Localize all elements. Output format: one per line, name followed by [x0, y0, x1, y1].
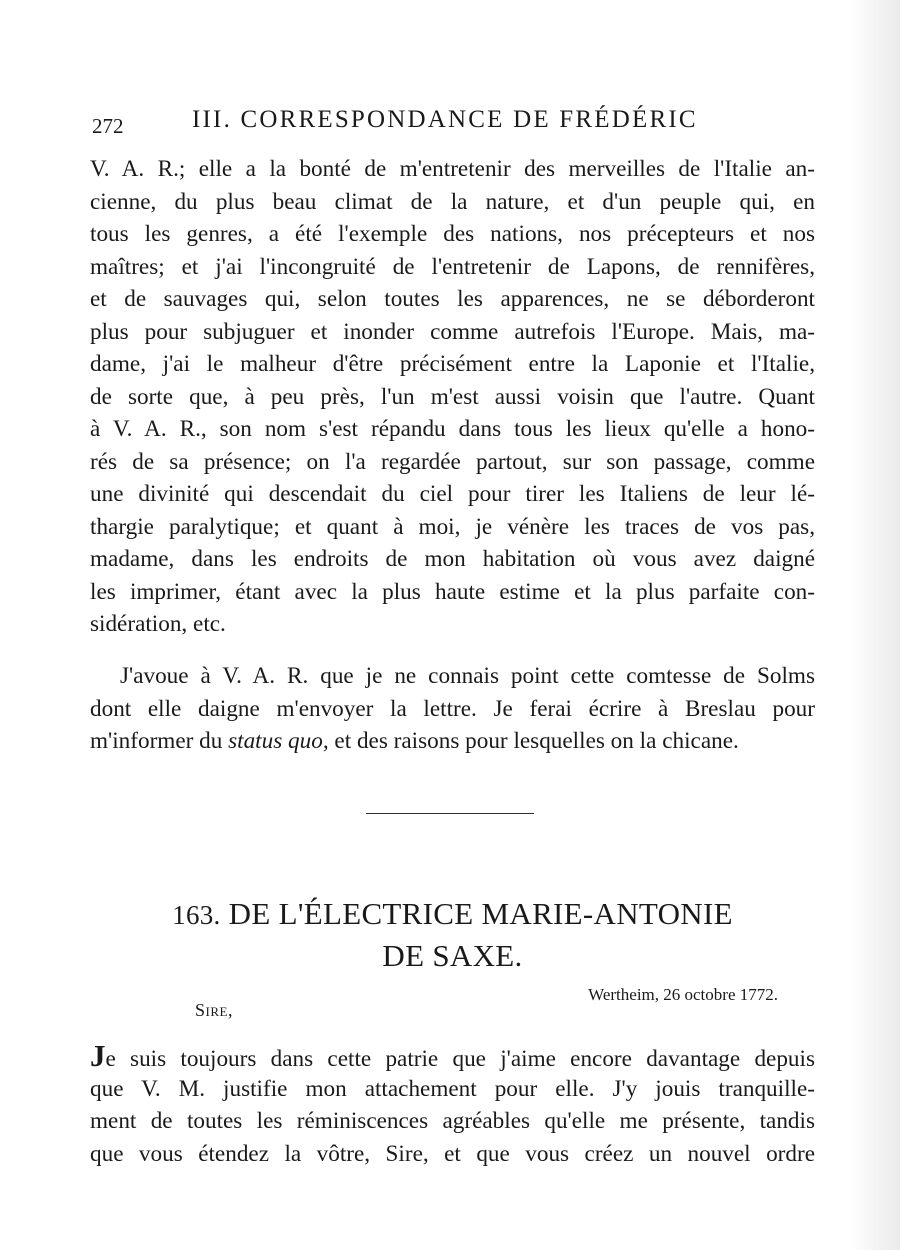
text-line: [90, 725, 815, 758]
text-line: tous les genres, a été l'exemple des nations, nos précepteurs et nos: [90, 221, 815, 247]
text-line: que V. M. justifie mon attachement pour elle. J'y jouis tranquille-: [90, 1075, 815, 1102]
text-line: sidération, etc.: [90, 611, 226, 637]
text-line: J'avoue à V. A. R. que je ne connais point cette comtesse de Solms: [120, 663, 815, 689]
letter-heading-continued: [90, 938, 815, 974]
text-span: e suis toujours dans cette patrie que j'aime encore davantage depuis: [105, 1046, 815, 1072]
text-line: à V. A. R., son nom s'est répandu dans tous les lieux qu'elle a hono-: [90, 416, 815, 442]
text-span: et des raisons pour lesquelles on la chicane.: [328, 728, 739, 754]
text-line: et de sauvages qui, selon toutes les apparences, ne se déborderont: [90, 286, 815, 312]
text-line: ment de toutes les réminiscences agréables qu'elle me présente, tandis: [90, 1108, 815, 1134]
letter-heading: [90, 896, 815, 932]
salutation: Sire,: [195, 1000, 233, 1020]
page-number: 272: [92, 114, 124, 138]
letter-continued-body: [90, 153, 815, 641]
letter-title-line1: DE L'ÉLECTRICE MARIE-ANTONIE: [228, 896, 733, 931]
text-line: plus pour subjuguer et inonder comme autrefois l'Europe. Mais, ma-: [90, 318, 815, 345]
text-line: dame, j'ai le malheur d'être précisément entre la Laponie et l'Italie,: [90, 351, 815, 377]
text-line: dont elle daigne m'envoyer la lettre. Je ferai écrire à Breslau pour: [90, 695, 815, 722]
text-span: m'informer du: [90, 728, 229, 754]
italic-phrase: status quo,: [228, 728, 329, 754]
drop-cap: J: [90, 1038, 106, 1073]
text-line: les imprimer, étant avec la plus haute estime et la plus parfaite con-: [90, 578, 815, 605]
page-edge-shadow: [850, 0, 900, 1250]
letter-number: 163.: [172, 900, 221, 930]
running-head: [92, 106, 812, 140]
text-line: V. A. R.; elle a la bonté de m'entretenir des merveilles de l'Italie an-: [90, 156, 815, 182]
text-line: [90, 1040, 815, 1073]
text-line: thargie paralytique; et quant à moi, je vénère les traces de vos pas,: [90, 513, 815, 540]
text-line: rés de sa présence; on l'a regardée partout, sur son passage, comme: [90, 448, 815, 475]
text-line: maîtres; et j'ai l'incongruité de l'entretenir de Lapons, de rennifères,: [90, 253, 815, 280]
section-divider: [366, 813, 534, 814]
text-line: que vous étendez la vôtre, Sire, et que vous créez un nouvel ordre: [90, 1140, 815, 1167]
new-letter-body: [90, 1040, 815, 1170]
text-line: madame, dans les endroits de mon habitation où vous avez daigné: [90, 546, 815, 572]
postscript-paragraph: [90, 660, 815, 758]
running-title: III. CORRESPONDANCE DE FRÉDÉRIC: [192, 106, 698, 133]
text-line: une divinité qui descendait du ciel pour tirer les Italiens de leur lé-: [90, 481, 815, 507]
dateline: Wertheim, 26 octobre 1772.: [588, 985, 778, 1004]
letter-title-line2: DE SAXE.: [382, 938, 523, 973]
text-line: de sorte que, à peu près, l'un m'est aussi voisin que l'autre. Quant: [90, 383, 815, 410]
text-line: cienne, du plus beau climat de la nature, et d'un peuple qui, en: [90, 188, 815, 215]
